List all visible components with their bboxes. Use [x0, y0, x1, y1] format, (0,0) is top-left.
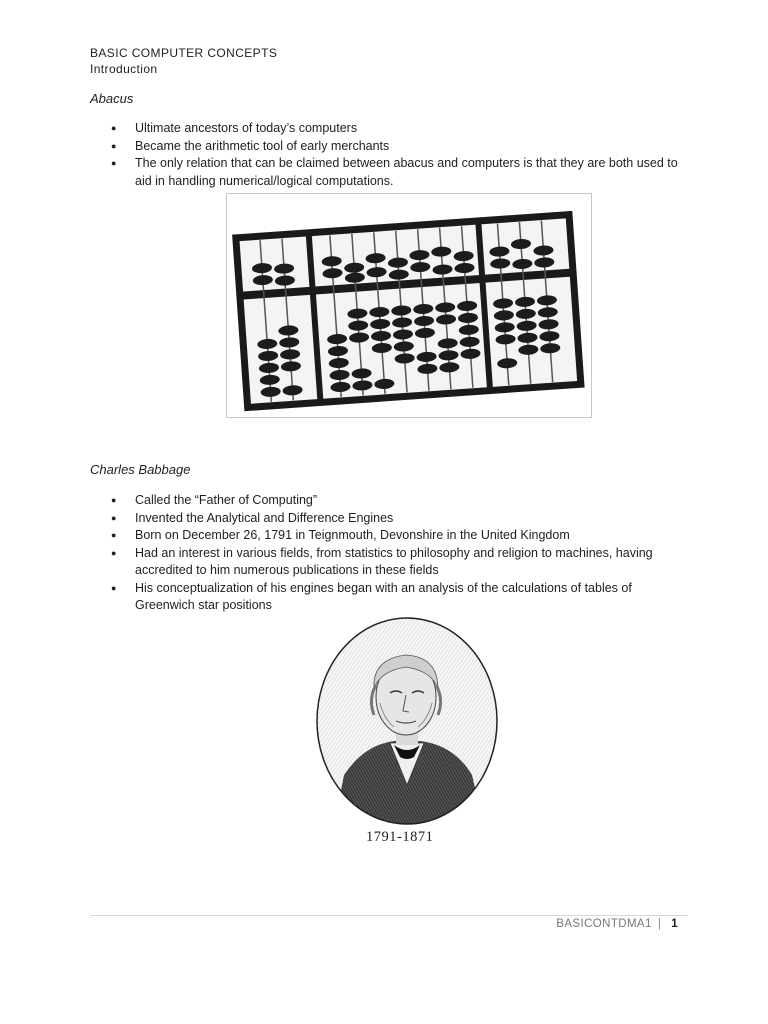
footer-separator: | [657, 918, 662, 930]
page-footer [556, 918, 678, 930]
list-item: ● Called the “Father of Computing” [90, 492, 680, 510]
footer-divider [90, 915, 688, 916]
babbage-heading: Charles Babbage [90, 462, 191, 477]
bullet-dot-icon: ● [111, 512, 117, 523]
portrait-caption: 1791-1871 [366, 829, 434, 845]
list-item: ● Born on December 26, 1791 in Teignmouth, Devonshire in the United Kingdom [90, 527, 680, 545]
bullet-dot-icon: ● [111, 158, 117, 168]
portrait-engraving [314, 615, 500, 827]
abacus-image [226, 193, 592, 418]
list-item: ● Ultimate ancestors of today’s computers [90, 120, 680, 138]
list-item: ● Had an interest in various fields, from statistics to philosophy and religion to machines, having accredited to him numerous publications in these fields [111, 545, 653, 577]
list-item: ● His conceptualization of his engines began with an analysis of the calculations of tables of Greenwich star positions [111, 580, 632, 612]
bullet-dot-icon: ● [111, 495, 117, 505]
bullet-dot-icon: ● [111, 123, 117, 133]
babbage-bullet-list [90, 492, 680, 615]
list-item: ● Invented the Analytical and Difference Engines [90, 510, 680, 528]
abacus-bullet-list [90, 120, 680, 190]
list-item: ● The only relation that can be claimed between abacus and computers is that they are both used to aid in handling numerical/logical computations. [111, 156, 678, 188]
document-subtitle: Introduction [90, 62, 158, 76]
bullet-dot-icon: ● [111, 582, 117, 593]
bullet-dot-icon: ● [111, 140, 117, 151]
footer-doc-code: BASICONTDMA1 [556, 918, 652, 930]
bullet-dot-icon: ● [111, 530, 117, 540]
abacus-illustration [227, 194, 591, 417]
page-number: 1 [671, 918, 678, 930]
bullet-dot-icon: ● [111, 547, 117, 558]
list-item: ● Became the arithmetic tool of early merchants [90, 138, 680, 156]
babbage-portrait [314, 615, 500, 827]
abacus-heading: Abacus [90, 91, 134, 106]
document-title: BASIC COMPUTER CONCEPTS [90, 46, 278, 60]
